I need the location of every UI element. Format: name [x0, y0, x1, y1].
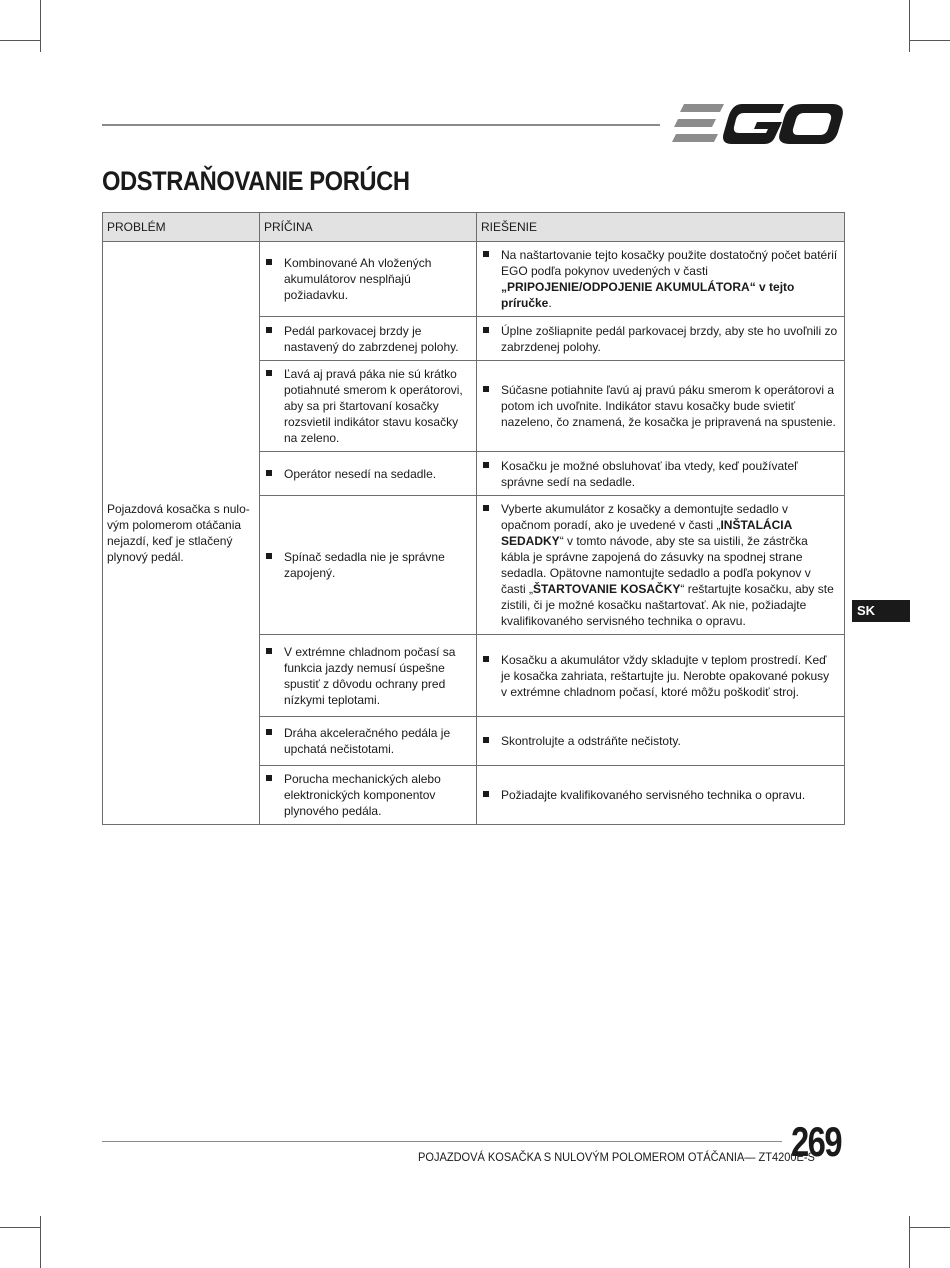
- solution-text: Kosačku je možné obsluhovať iba vtedy, keď používateľ správne sedí na sedadle.: [501, 458, 798, 489]
- crop-mark: [909, 0, 910, 52]
- solution-cell: [477, 496, 845, 635]
- solution-cell: [477, 717, 845, 766]
- cause-cell: [260, 635, 477, 717]
- square-bullet-icon: [266, 470, 274, 476]
- solution-text: Úplne zošliapnite pedál parkovacej brzdy, aby ste ho uvoľnili zo zabrzdenej polohy.: [501, 323, 838, 354]
- solution-text: Skontrolujte a odstráňte nečistoty.: [501, 734, 681, 748]
- solution-text: Kosačku a akumulátor vždy skladujte v teplom prostredí. Keď je kosačka zahriata, reštartujte ju. Nerobte opakované pokusy v extrémne chladnom počasí, ktoré môžu poškodiť stroj.: [501, 652, 830, 699]
- section-reference: INŠTALÁCIA SEDADKY: [501, 518, 792, 548]
- cause-cell: [260, 452, 477, 496]
- solution-cell: [477, 452, 845, 496]
- solution-text: Súčasne potiahnite ľavú aj pravú páku smerom k operátorovi a potom ich uvoľnite. Indikátor stavu kosačky bude svietiť nazeleno, čo znamená, že kosačka je pripravená na spustenie.: [501, 383, 836, 429]
- solution-text-part: Vyberte akumulátor z kosačky a demontujte sedadlo v opačnom poradí, ako je uvedené v časti „: [501, 502, 789, 532]
- header-rule: [102, 124, 660, 126]
- square-bullet-icon: [483, 251, 491, 257]
- column-header-solution: RIEŠENIE: [477, 213, 845, 242]
- language-tab: SK: [852, 600, 910, 622]
- square-bullet-icon: [483, 737, 491, 743]
- square-bullet-icon: [266, 775, 274, 781]
- problem-cell: Pojazdová kosačka s nulo-vým polomerom otáčania nejazdí, keď je stlačený plynový pedál.: [103, 242, 260, 825]
- solution-cell: [477, 361, 845, 452]
- cause-cell: [260, 361, 477, 452]
- cause-cell: [260, 317, 477, 361]
- crop-mark: [909, 1216, 910, 1268]
- column-header-problem: PROBLÉM: [103, 213, 260, 242]
- square-bullet-icon: [483, 505, 491, 511]
- cause-cell: [260, 242, 477, 317]
- crop-mark: [909, 1227, 950, 1228]
- square-bullet-icon: [483, 327, 491, 333]
- square-bullet-icon: [266, 327, 274, 333]
- crop-mark: [0, 1227, 40, 1228]
- crop-mark: [40, 1216, 41, 1268]
- cause-text: Spínač sedadla nie je správne zapojený.: [284, 550, 445, 580]
- section-reference: „PRIPOJENIE/ODPOJENIE AKUMULÁTORA“ v tejto príručke: [501, 280, 795, 310]
- page-title: ODSTRAŇOVANIE PORÚCH: [102, 166, 410, 196]
- crop-mark: [0, 40, 40, 41]
- solution-cell: [477, 242, 845, 317]
- footer-rule: [102, 1141, 782, 1142]
- crop-mark: [909, 40, 950, 41]
- cause-text: Porucha mechanických alebo elektronických komponentov plynového pedála.: [284, 772, 441, 818]
- solution-text-part: “ v tomto návode, aby ste sa uistili, že zástrčka kábla je správne zapojená do zásuvky na spodnej strane sedadla. Opätovne namontujte sedadlo a podľa pokynov v časti „: [501, 534, 811, 596]
- cause-text: Ľavá aj pravá páka nie sú krátko potiahnuté smerom k operátorovi, aby sa pri štartovaní kosačky rozsvietil indikátor stavu kosačky na zeleno.: [284, 367, 463, 445]
- page-number: 269: [791, 1118, 841, 1165]
- ego-logo: [672, 102, 844, 146]
- square-bullet-icon: [266, 553, 274, 559]
- cause-text: Pedál parkovacej brzdy je nastavený do zabrzdenej polohy.: [284, 323, 459, 354]
- column-header-cause: PRÍČINA: [260, 213, 477, 242]
- square-bullet-icon: [483, 791, 491, 797]
- table-header-row: [103, 213, 845, 242]
- solution-cell: [477, 635, 845, 717]
- solution-cell: [477, 766, 845, 825]
- square-bullet-icon: [483, 656, 491, 662]
- solution-text: Požiadajte kvalifikovaného servisného technika o opravu.: [501, 788, 806, 802]
- square-bullet-icon: [483, 386, 491, 392]
- cause-cell: [260, 496, 477, 635]
- solution-text: [501, 501, 838, 629]
- square-bullet-icon: [266, 729, 274, 735]
- cause-text: V extrémne chladnom počasí sa funkcia jazdy nemusí úspešne spustiť z dôvodu ochrany pred nízkymi teplotami.: [284, 644, 456, 707]
- table-row: [103, 242, 845, 317]
- crop-mark: [40, 0, 41, 52]
- solution-text: [501, 247, 838, 311]
- footer-text: POJAZDOVÁ KOSAČKA S NULOVÝM POLOMEROM OTÁČANIA— ZT4200E-S: [418, 1150, 815, 1164]
- cause-text: Kombinované Ah vložených akumulátorov nesplňajú požiadavku.: [284, 256, 432, 302]
- cause-cell: [260, 766, 477, 825]
- square-bullet-icon: [266, 370, 274, 376]
- cause-cell: [260, 717, 477, 766]
- square-bullet-icon: [266, 259, 274, 265]
- square-bullet-icon: [483, 462, 491, 468]
- solution-text-part: .: [548, 296, 552, 310]
- cause-text: Dráha akceleračného pedála je upchatá nečistotami.: [284, 726, 451, 756]
- cause-text: Operátor nesedí na sedadle.: [284, 466, 437, 481]
- square-bullet-icon: [266, 648, 274, 654]
- solution-cell: [477, 317, 845, 361]
- solution-text-part: “ reštartujte kosačku, aby ste zistili, či je možné kosačku naštartovať. Ak nie, požiadajte kvalifikovaného servisného technika o opravu.: [501, 582, 834, 628]
- section-reference: ŠTARTOVANIE KOSAČKY: [533, 582, 681, 596]
- solution-text-part: Na naštartovanie tejto kosačky použite dostatočný počet batérií EGO podľa pokynov uvedených v časti: [501, 248, 838, 278]
- troubleshooting-table: [102, 212, 845, 825]
